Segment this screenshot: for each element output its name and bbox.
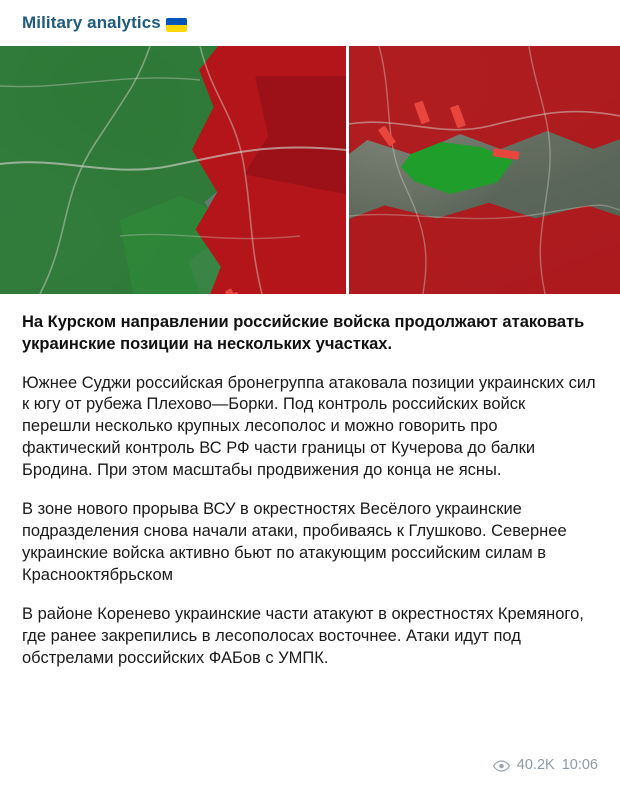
map-left-roads <box>0 46 346 294</box>
post-paragraph-1: Южнее Суджи российская бронегруппа атаковала позиции украинских сил к югу от рубежа Плехово—Борки. Под контроль российских войск перешли несколько крупных лесополос и можно говорить про фактический контроль ВС РФ части границы от Кучерова до балки Бродина. При этом масштабы продвижения до конца не ясны. <box>22 373 596 480</box>
eye-icon <box>493 759 510 771</box>
map-right-roads <box>349 46 620 294</box>
channel-name[interactable]: Military analytics <box>22 13 161 32</box>
post-footer <box>493 757 598 773</box>
map-right[interactable] <box>349 46 620 294</box>
map-left[interactable] <box>0 46 346 294</box>
post-paragraph-2: В зоне нового прорыва ВСУ в окрестностях Весёлого украинские подразделения снова начали атаки, пробиваясь к Глушково. Севернее украинские войска активно бьют по атакующим российским силам в Краснооктябрьском <box>22 500 567 585</box>
ukraine-flag-icon <box>166 18 187 32</box>
post-body <box>0 294 620 670</box>
channel-header <box>0 0 620 46</box>
post-paragraph-3: В районе Коренево украинские части атакуют в окрестностях Кремяного, где ранее закрепились в лесополосах восточнее. Атаки идут под обстрелами российских ФАБов с УМПК. <box>22 604 584 667</box>
post-lead: На Курском направлении российские войска продолжают атаковать украинские позиции на нескольких участках. <box>22 313 585 353</box>
post-time: 10:06 <box>561 757 598 773</box>
media-gallery <box>0 46 620 294</box>
view-count: 40.2K <box>516 757 555 773</box>
